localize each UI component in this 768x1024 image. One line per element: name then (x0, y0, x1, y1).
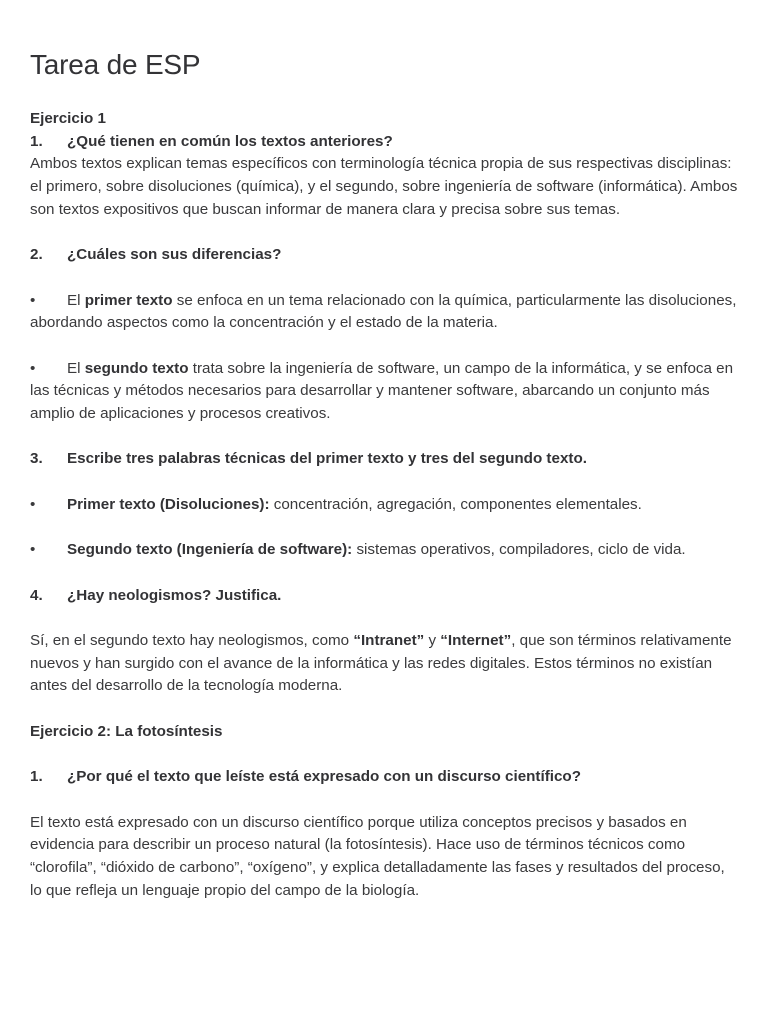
question-2 (30, 244, 738, 267)
question-3 (30, 448, 738, 471)
bullet-1-prefix: El (67, 291, 85, 309)
answer-4-prefix: Sí, en el segundo texto hay neologismos, como (30, 632, 354, 650)
bullet-4-text: sistemas operativos, compiladores, ciclo de vida. (352, 541, 686, 559)
bullet-2-bold: segundo texto (84, 359, 189, 377)
answer-4 (30, 630, 738, 698)
question-2-text: ¿Cuáles son sus diferencias? (67, 246, 282, 264)
bullet-marker: • (30, 541, 36, 559)
bullet-4-bold: Segundo texto (Ingeniería de software): (67, 541, 353, 559)
bullet-primer-texto-palabras (30, 494, 738, 517)
bullet-2-prefix: El (67, 359, 85, 377)
bullet-segundo-texto (30, 358, 738, 426)
question-3-text: Escribe tres palabras técnicas del primer texto y tres del segundo texto. (67, 450, 587, 468)
question-1 (30, 131, 738, 154)
exercise-2-question-1-number: 1. (30, 768, 43, 786)
question-4 (30, 585, 738, 608)
exercise-2-question-1-text: ¿Por qué el texto que leíste está expresado con un discurso científico? (67, 768, 581, 786)
question-3-number: 3. (30, 450, 43, 468)
answer-4-conjunction: y (424, 632, 441, 650)
term-internet: “Internet” (440, 632, 512, 650)
exercise-2-heading: Ejercicio 2: La fotosíntesis (30, 722, 223, 740)
bullet-1-text: se enfoca en un tema relacionado con la química, particularmente las disoluciones, abordando aspectos como la concentración y el estado de la materia. (30, 291, 737, 332)
bullet-segundo-texto-palabras (30, 539, 738, 562)
question-4-text: ¿Hay neologismos? Justifica. (67, 586, 282, 604)
exercise-1-heading: Ejercicio 1 (30, 110, 106, 127)
answer-1: Ambos textos explican temas específicos con terminología técnica propia de sus respectivas disciplinas: el primero, sobre disoluciones (química), y el segundo, sobre ingeniería de software (informática). Ambos son textos expositivos que buscan informar de manera clara y precisa sobre sus temas. (30, 155, 738, 218)
answer-4-text: , que son términos relativamente nuevos y han surgido con el avance de la informática y las redes digitales. Estos términos no existían antes del desarrollo de la tecnología moderna. (30, 632, 732, 695)
page-title: Tarea de ESP (30, 49, 201, 80)
bullet-3-text: concentración, agregación, componentes elementales. (269, 495, 642, 513)
exercise-2-answer-1: El texto está expresado con un discurso científico porque utiliza conceptos precisos y basados en evidencia para describir un proceso natural (la fotosíntesis). Hace uso de términos técnicos como “clorofila”, “dióxido de carbono”, “oxígeno”, y explica detalladamente las fases y resultados del proceso, lo que refleja un lenguaje propio del campo de la biología. (30, 813, 725, 899)
question-1-text: ¿Qué tienen en común los textos anteriores? (67, 132, 393, 150)
bullet-1-bold: primer texto (84, 291, 173, 309)
question-1-number: 1. (30, 132, 43, 150)
bullet-3-bold: Primer texto (Disoluciones): (67, 495, 270, 513)
bullet-marker: • (30, 291, 36, 309)
exercise-2-question-1 (30, 766, 738, 789)
question-4-number: 4. (30, 586, 43, 604)
bullet-marker: • (30, 359, 36, 377)
bullet-marker: • (30, 495, 36, 513)
question-2-number: 2. (30, 246, 43, 264)
bullet-primer-texto (30, 290, 738, 335)
term-intranet: “Intranet” (353, 632, 425, 650)
bullet-2-text: trata sobre la ingeniería de software, un campo de la informática, y se enfoca en las técnicas y métodos necesarios para desarrollar y mantener software, abarcando un conjunto más amplio de aplicaciones y procesos creativos. (30, 359, 734, 423)
document-body (30, 108, 738, 902)
